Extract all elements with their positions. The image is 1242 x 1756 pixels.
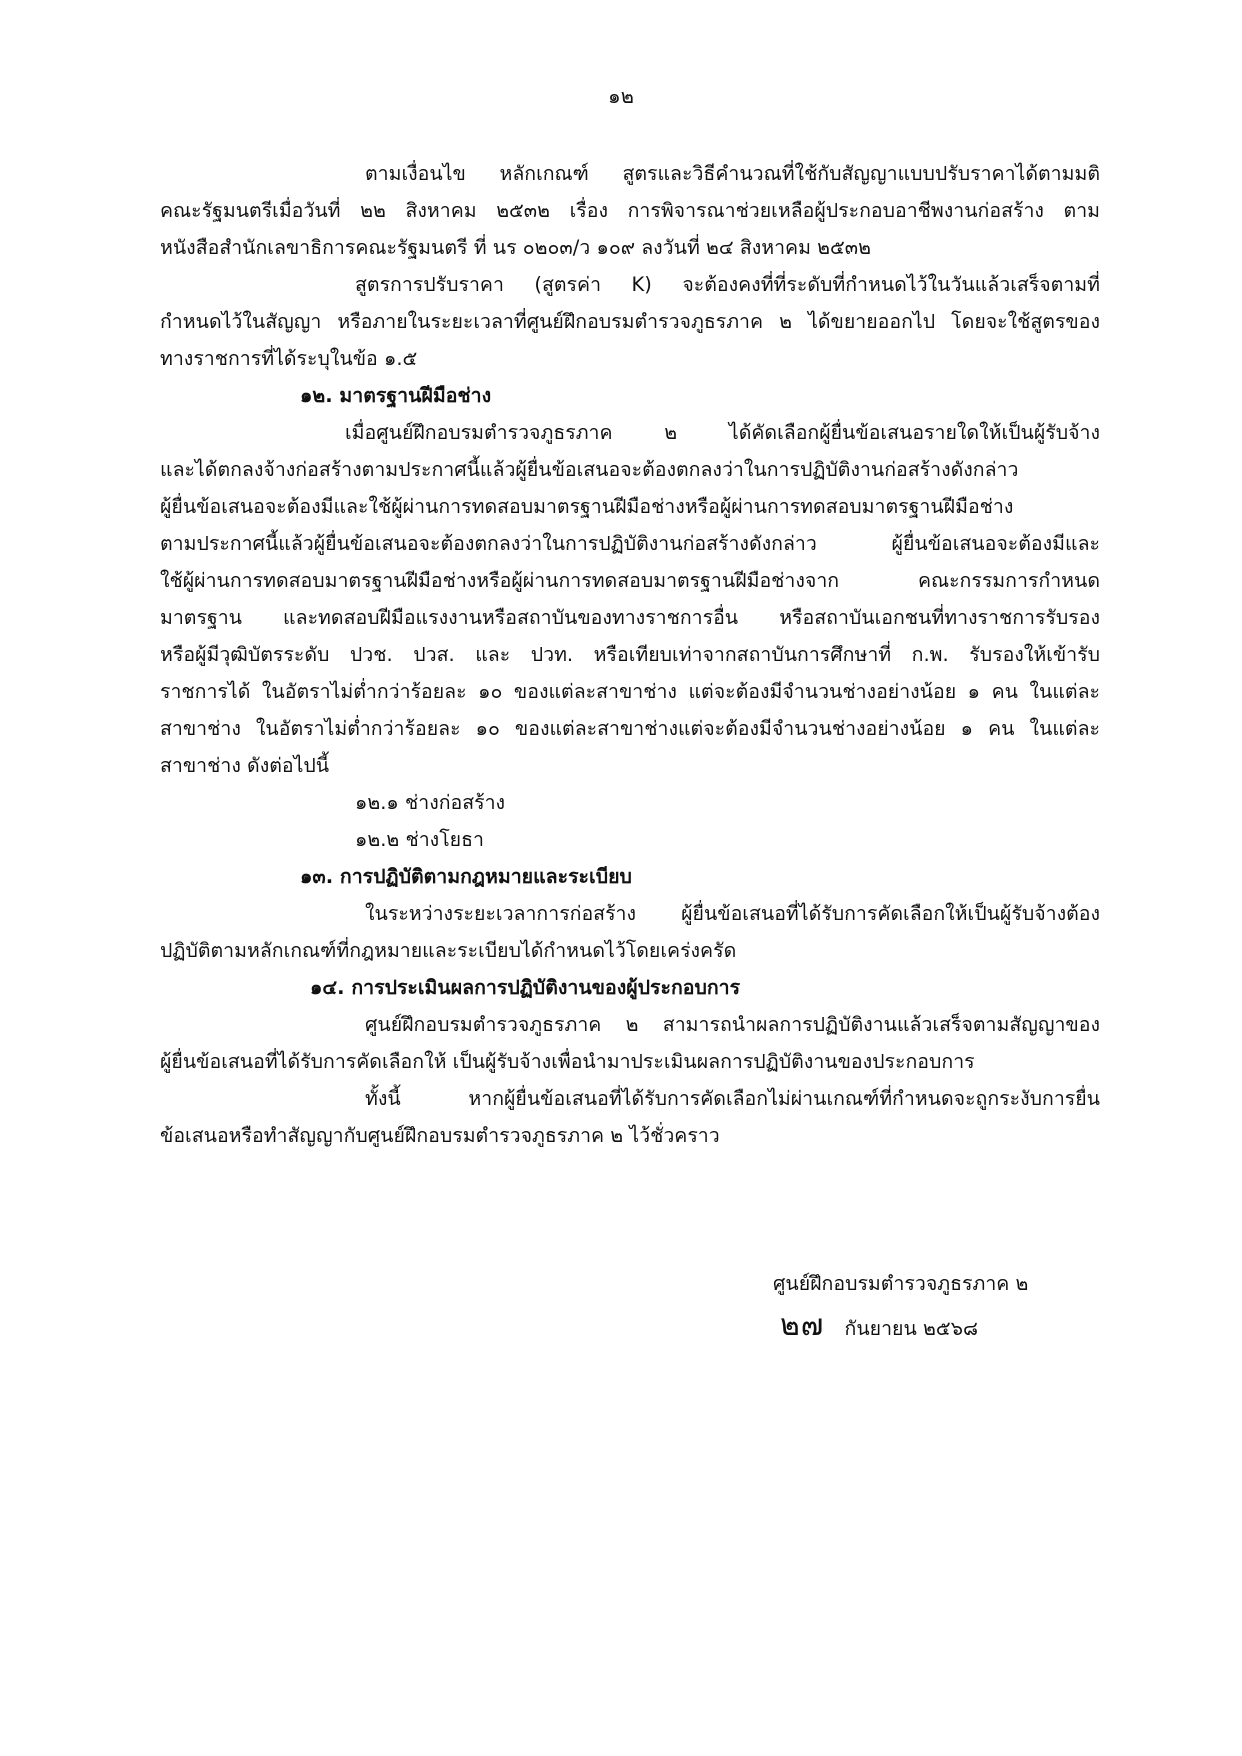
paragraph-line: คณะรัฐมนตรีเมื่อวันที่ ๒๒ สิงหาคม ๒๕๓๒ เรื่อง การพิจารณาช่วยเหลือผู้ประกอบอาชีพงานก่อสร้าง ตาม bbox=[160, 199, 1100, 222]
paragraph-line: ปฏิบัติตามหลักเกณฑ์ที่กฎหมายและระเบียบได้กำหนดไว้โดยเคร่งครัด bbox=[160, 939, 737, 962]
paragraph-line: สูตรการปรับราคา (สูตรค่า K) จะต้องคงที่ที่ระดับที่กำหนดไว้ในวันแล้วเสร็จตามที่ bbox=[355, 273, 1100, 296]
paragraph-line: กำหนดไว้ในสัญญา หรือภายในระยะเวลาที่ศูนย์ฝึกอบรมตำรวจภูธรภาค ๒ ได้ขยายออกไป โดยจะใช้สูตรของ bbox=[160, 310, 1100, 333]
section-heading: ๑๒. มาตรฐานฝีมือช่าง bbox=[300, 384, 492, 407]
paragraph-line: ตามประกาศนี้แล้วผู้ยื่นข้อเสนอจะต้องตกลงว่าในการปฏิบัติงานก่อสร้างดังกล่าว ผู้ยื่นข้อเสนอจะต้องมีและ bbox=[160, 532, 1100, 555]
paragraph-line: มาตรฐาน และทดสอบฝีมือแรงงานหรือสถาบันของทางราชการอื่น หรือสถาบันเอกชนที่ทางราชการรับรอง bbox=[160, 606, 1100, 629]
paragraph-line: ผู้ยื่นข้อเสนอจะต้องมีและใช้ผู้ผ่านการทดสอบมาตรฐานฝีมือช่างหรือผู้ผ่านการทดสอบมาตรฐานฝีมือช่าง bbox=[160, 495, 1014, 518]
paragraph-line: ข้อเสนอหรือทำสัญญากับศูนย์ฝึกอบรมตำรวจภูธรภาค ๒ ไว้ชั่วคราว bbox=[160, 1124, 720, 1147]
list-item: ๑๒.๒ ช่างโยธา bbox=[355, 828, 484, 851]
signature-organization: ศูนย์ฝึกอบรมตำรวจภูธรภาค ๒ bbox=[773, 1272, 1029, 1295]
paragraph-line: ราชการได้ ในอัตราไม่ต่ำกว่าร้อยละ ๑๐ ของแต่ละสาขาช่าง แต่จะต้องมีจำนวนช่างอย่างน้อย ๑ คน ในแต่ละ bbox=[160, 680, 1100, 703]
paragraph-line: ผู้ยื่นข้อเสนอที่ได้รับการคัดเลือกให้ เป็นผู้รับจ้างเพื่อนำมาประเมินผลการปฏิบัติงานของประกอบการ bbox=[160, 1050, 975, 1073]
section-heading: ๑๓. การปฏิบัติตามกฎหมายและระเบียบ bbox=[300, 865, 632, 888]
paragraph-line: และได้ตกลงจ้างก่อสร้างตามประกาศนี้แล้วผู้ยื่นข้อเสนอจะต้องตกลงว่าในการปฏิบัติงานก่อสร้างดังกล่าว bbox=[160, 458, 1019, 481]
paragraph-line: ศูนย์ฝึกอบรมตำรวจภูธรภาค ๒ สามารถนำผลการปฏิบัติงานแล้วเสร็จตามสัญญาของ bbox=[365, 1013, 1100, 1036]
paragraph-line: เมื่อศูนย์ฝึกอบรมตำรวจภูธรภาค ๒ ได้คัดเลือกผู้ยื่นข้อเสนอรายใดให้เป็นผู้รับจ้าง bbox=[345, 421, 1100, 444]
signature-date bbox=[780, 1302, 978, 1349]
date-month-year: กันยายน ๒๕๖๘ bbox=[844, 1317, 979, 1340]
paragraph-line: ในระหว่างระยะเวลาการก่อสร้าง ผู้ยื่นข้อเสนอที่ได้รับการคัดเลือกให้เป็นผู้รับจ้างต้อง bbox=[365, 902, 1100, 925]
paragraph-line: หนังสือสำนักเลขาธิการคณะรัฐมนตรี ที่ นร ๐๒๐๓/ว ๑๐๙ ลงวันที่ ๒๔ สิงหาคม ๒๕๓๒ bbox=[160, 236, 871, 259]
paragraph-line: ทั้งนี้ หากผู้ยื่นข้อเสนอที่ได้รับการคัดเลือกไม่ผ่านเกณฑ์ที่กำหนดจะถูกระงับการยื่น bbox=[365, 1087, 1100, 1110]
paragraph-line: สาขาช่าง ดังต่อไปนี้ bbox=[160, 754, 330, 777]
section-heading: ๑๔. การประเมินผลการปฏิบัติงานของผู้ประกอบการ bbox=[310, 976, 741, 999]
paragraph-line: ใช้ผู้ผ่านการทดสอบมาตรฐานฝีมือช่างหรือผู้ผ่านการทดสอบมาตรฐานฝีมือช่างจาก คณะกรรมการกำหนด bbox=[160, 569, 1100, 592]
page-number: ๑๒ bbox=[608, 84, 634, 108]
handwritten-day: ๒๗ bbox=[780, 1308, 825, 1343]
paragraph-line: สาขาช่าง ในอัตราไม่ต่ำกว่าร้อยละ ๑๐ ของแต่ละสาขาช่างแต่จะต้องมีจำนวนช่างอย่างน้อย ๑ คน ในแต่ละ bbox=[160, 717, 1100, 740]
paragraph-line: ทางราชการที่ได้ระบุในข้อ ๑.๕ bbox=[160, 347, 418, 370]
paragraph-line: ตามเงื่อนไข หลักเกณฑ์ สูตรและวิธีคำนวณที่ใช้กับสัญญาแบบปรับราคาได้ตามมติ bbox=[365, 162, 1100, 185]
list-item: ๑๒.๑ ช่างก่อสร้าง bbox=[355, 791, 506, 814]
paragraph-line: หรือผู้มีวุฒิบัตรระดับ ปวช. ปวส. และ ปวท. หรือเทียบเท่าจากสถาบันการศึกษาที่ ก.พ. รับรองให้เข้ารับ bbox=[160, 643, 1100, 666]
